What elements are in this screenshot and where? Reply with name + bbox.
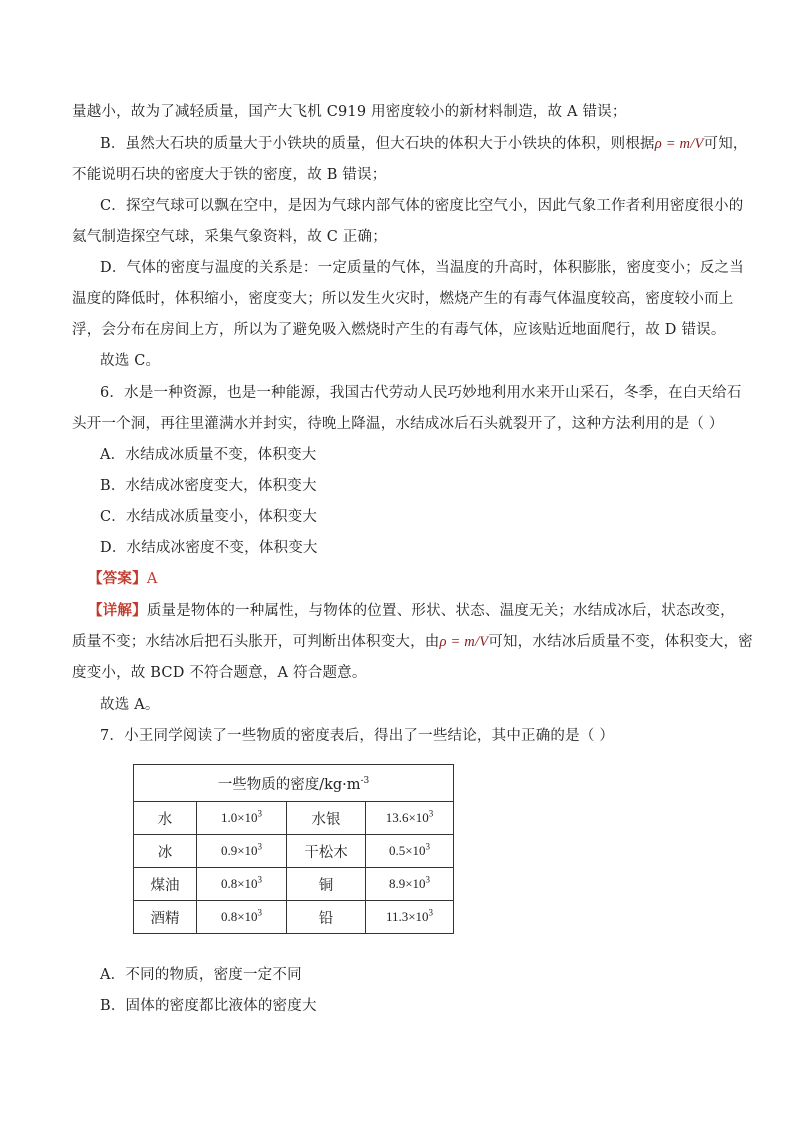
q5-conclusion: 故选 C。 [100,353,161,369]
density-formula: ρ = m/V [654,136,704,152]
density-value: $8.9\times 10^3$ [366,868,454,901]
density-value: $0.9\times 10^3$ [197,835,287,868]
q6-stem-2: 头开一个洞，再往里灌满水并封实，待晚上降温，水结成冰后石头就裂开了，这种方法利用的是（ ） [72,416,724,432]
q7-option-b: B．固体的密度都比液体的密度大 [100,998,317,1014]
density-value: $1.0\times 10^3$ [197,802,287,835]
q5-line-8: 浮，会分布在房间上方，所以为了避免吸入燃烧时产生的有毒气体，应该贴近地面爬行，故 D 错误。 [72,322,726,338]
density-formula: ρ = m/V [439,634,489,650]
detail-tag: 【详解】 [88,602,147,619]
q5-line-2: B．虽然大石块的质量大于小铁块的质量，但大石块的体积大于小铁块的体积，则根据ρ = m/V可知， [100,136,748,152]
q7-option-a: A．不同的物质，密度一定不同 [100,967,302,983]
q5-line-4: C．探空气球可以飘在空中，是因为气球内部气体的密度比空气小，因此气象工作者利用密度很小的 [100,198,744,214]
table-row [134,868,454,901]
q5-line-7: 温度的降低时，体积缩小，密度变大；所以发生火灾时，燃烧产生的有毒气体温度较高，密度较小而上 [72,291,734,307]
table-row [134,802,454,835]
density-value: $0.8\times 10^3$ [197,868,287,901]
q5-line-1: 量越小，故为了减轻质量，国产大飞机 C919 用密度较小的新材料制造，故 A 错误； [72,104,627,120]
density-value: $11.3\times 10^3$ [366,901,454,934]
substance-name: 干松木 [287,835,366,868]
q6-detail-3: 度变小，故 BCD 不符合题意，A 符合题意。 [72,665,367,681]
q5-line-3: 不能说明石块的密度大于铁的密度，故 B 错误； [72,167,387,183]
q6-stem-1: 6．水是一种资源，也是一种能源，我国古代劳动人民巧妙地利用水来开山采石，冬季，在白天给石 [100,385,742,401]
answer-value: A [146,571,158,587]
q6-detail-2: 质量不变；水结冰后把石头胀开，可判断出体积变大，由ρ = m/V可知，水结冰后质量不变，体积变大，密 [72,634,753,650]
density-table [133,764,454,934]
table-header-row [134,765,454,802]
substance-name: 煤油 [134,868,197,901]
density-value: $0.8\times 10^3$ [197,901,287,934]
density-value: $0.5\times 10^3$ [366,835,454,868]
substance-name: 水银 [287,802,366,835]
density-value: $13.6\times 10^3$ [366,802,454,835]
q7-stem: 7．小王同学阅读了一些物质的密度表后，得出了一些结论，其中正确的是（ ） [100,728,615,744]
q6-answer [88,569,748,589]
q6-option-b: B．水结成冰密度变大，体积变大 [100,478,317,494]
q6-detail-1: 【详解】质量是物体的一种属性，与物体的位置、形状、状态、温度无关；水结成冰后，状态改变， [88,602,735,619]
substance-name: 铅 [287,901,366,934]
substance-name: 水 [134,802,197,835]
q6-option-d: D．水结成冰密度不变，体积变大 [100,540,318,556]
substance-name: 酒精 [134,901,197,934]
table-row [134,901,454,934]
q5-line-6: D．气体的密度与温度的关系是：一定质量的气体，当温度的升高时，体积膨胀，密度变小；反之当 [100,260,744,276]
table-title: 一些物质的密度$/kg\cdot m^{-3}$ [134,765,454,802]
substance-name: 铜 [287,868,366,901]
q5-line-5: 氦气制造探空气球，采集气象资料，故 C 正确； [72,229,387,245]
table-row [134,835,454,868]
q6-conclusion: 故选 A。 [100,697,160,713]
substance-name: 冰 [134,835,197,868]
q6-option-c: C．水结成冰质量变小，体积变大 [100,509,318,525]
q6-option-a: A．水结成冰质量不变，体积变大 [100,447,317,463]
answer-tag: 【答案】 [88,570,147,587]
